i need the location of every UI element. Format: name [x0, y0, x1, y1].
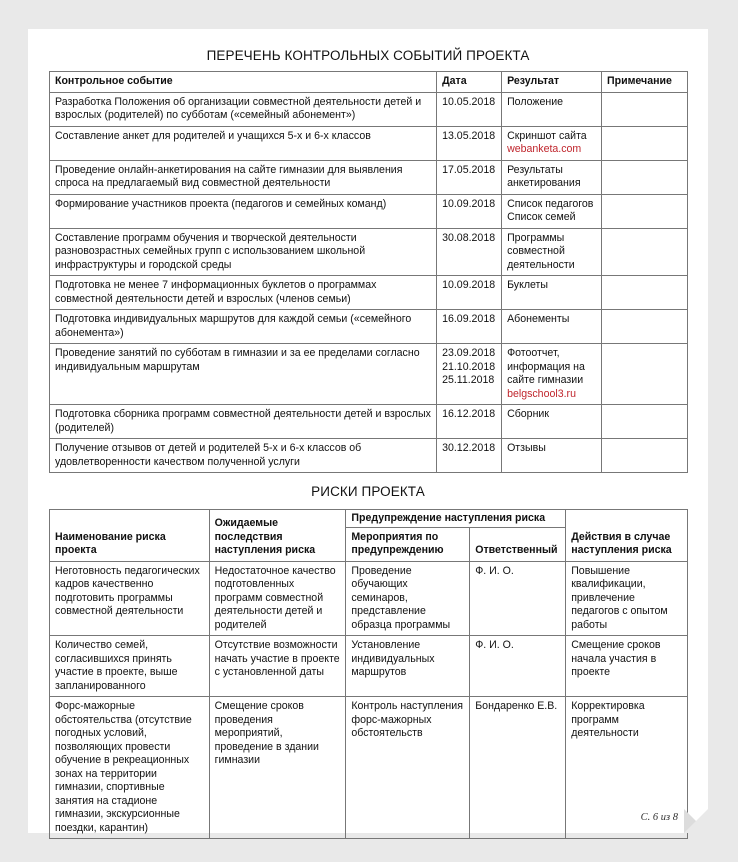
- event-cell: Подготовка индивидуальных маршрутов для каждой семьи («семейного абонемента»): [50, 310, 437, 344]
- date-cell: [437, 344, 502, 405]
- result-value: Программы совместной деятельности: [507, 231, 575, 271]
- event-cell: Формирование участников проекта (педагогов и семейных команд): [50, 194, 437, 228]
- date-cell: [437, 160, 502, 194]
- col-measures: Мероприятия по предупреждению: [346, 527, 470, 561]
- result-cell: [502, 194, 602, 228]
- table-row: [50, 194, 688, 228]
- risk-actions-cell: Смещение сроков начала участия в проекте: [566, 636, 688, 697]
- date-value: 13.05.2018: [442, 129, 496, 142]
- result-value: Отзывы: [507, 442, 546, 454]
- result-cell: [502, 310, 602, 344]
- date-cell: [437, 310, 502, 344]
- event-cell: Подготовка сборника программ совместной деятельности детей и взрослых (родителей): [50, 405, 437, 439]
- risk-actions-cell: Корректировка программ деятельности: [566, 697, 688, 839]
- date-value: 10.05.2018: [442, 95, 496, 108]
- col-event: Контрольное событие: [50, 72, 437, 93]
- risk-consequences-cell: Отсутствие возможности начать участие в проекте с установленной даты: [209, 636, 346, 697]
- page-number: С. 6 из 8: [640, 812, 678, 823]
- event-cell: Разработка Положения об организации совместной деятельности детей и взрослых (родителей) по субботам («семейный абонемент»): [50, 92, 437, 126]
- event-cell: Проведение занятий по субботам в гимназии и за ее пределами согласно индивидуальным маршрутам: [50, 344, 437, 405]
- result-value: Список педагогов: [507, 197, 594, 210]
- result-cell: [502, 160, 602, 194]
- risk-name-cell: Неготовность педагогических кадров качественно подготовить программы совместной деятельности: [50, 561, 210, 636]
- col-result: Результат: [502, 72, 602, 93]
- event-cell: Проведение онлайн-анкетирования на сайте гимназии для выявления спроса на предлагаемый вид совместной деятельности: [50, 160, 437, 194]
- result-value: Скриншот сайта: [507, 129, 587, 142]
- note-cell: [602, 126, 688, 160]
- risk-actions-cell: Повышение квалификации, привлечение педагогов с опытом работы: [566, 561, 688, 636]
- risk-name-cell: Форс-мажорные обстоятельства (отсутствие погодных условий, позволяющих провести обучение в рекреационных зонах на территории гимназии, спортивные занятия на стадионе гимназии, экскурсионные поездки, карантин): [50, 697, 210, 839]
- date-cell: [437, 228, 502, 276]
- result-value: Буклеты: [507, 279, 549, 291]
- table-row: [50, 310, 688, 344]
- table-row: [50, 344, 688, 405]
- event-cell: Составление программ обучения и творческой деятельности разновозрастных семейных групп с использованием школьной инфраструктуры и городской среды: [50, 228, 437, 276]
- note-cell: [602, 344, 688, 405]
- date-cell: [437, 405, 502, 439]
- events-title: ПЕРЕЧЕНЬ КОНТРОЛЬНЫХ СОБЫТИЙ ПРОЕКТА: [206, 48, 530, 63]
- result-link[interactable]: webanketa.com: [507, 143, 582, 155]
- date-value: 17.05.2018: [442, 163, 496, 176]
- result-cell: [502, 92, 602, 126]
- result-cell: [502, 276, 602, 310]
- date-value: 25.11.2018: [442, 374, 495, 386]
- event-cell: Получение отзывов от детей и родителей 5-х и 6-х классов об удовлетворенности качеством полученной услуги: [50, 439, 437, 473]
- risk-measures-cell: Проведение обучающих семинаров, представление образца программы: [346, 561, 470, 636]
- table-row: [50, 561, 688, 636]
- table-row: [50, 276, 688, 310]
- col-note: Примечание: [602, 72, 688, 93]
- date-value: 30.12.2018: [442, 442, 496, 454]
- col-risk-name: Наименование риска проекта: [50, 510, 210, 562]
- result-value: Список семей: [507, 211, 576, 223]
- risks-title: РИСКИ ПРОЕКТА: [311, 484, 425, 499]
- col-prevention: Предупреждение наступления риска: [346, 510, 566, 528]
- table-row: [50, 228, 688, 276]
- result-cell: [502, 405, 602, 439]
- page-fold-cut: [684, 809, 708, 833]
- note-cell: [602, 92, 688, 126]
- risk-consequences-cell: Недостаточное качество подготовленных программ совместной деятельности детей и родителей: [209, 561, 346, 636]
- date-cell: [437, 276, 502, 310]
- risk-consequences-cell: Смещение сроков проведения мероприятий, проведение в здании гимназии: [209, 697, 346, 839]
- event-cell: Подготовка не менее 7 информационных буклетов о программах совместной деятельности детей и взрослых (членов семьи): [50, 276, 437, 310]
- col-responsible: Ответственный: [470, 527, 566, 561]
- date-cell: [437, 439, 502, 473]
- result-value: Фотоотчет, информация на сайте гимназии: [507, 347, 585, 386]
- col-actions: Действия в случае наступления риска: [566, 510, 688, 562]
- table-row: [50, 697, 688, 839]
- date-value: 30.08.2018: [442, 231, 496, 244]
- note-cell: [602, 276, 688, 310]
- risk-responsible-cell: Ф. И. О.: [470, 636, 566, 697]
- risk-measures-cell: Установление индивидуальных маршрутов: [346, 636, 470, 697]
- date-cell: [437, 92, 502, 126]
- date-value: 23.09.2018: [442, 347, 496, 359]
- col-date: Дата: [437, 72, 502, 93]
- date-cell: [437, 126, 502, 160]
- table-row: [50, 160, 688, 194]
- date-cell: [437, 194, 502, 228]
- date-value: 16.12.2018: [442, 408, 496, 420]
- date-value: 21.10.2018: [442, 360, 496, 373]
- note-cell: [602, 194, 688, 228]
- note-cell: [602, 228, 688, 276]
- risks-table: [49, 509, 688, 839]
- result-value: Положение: [507, 95, 564, 108]
- note-cell: [602, 160, 688, 194]
- risk-measures-cell: Контроль наступления форс-мажорных обстоятельств: [346, 697, 470, 839]
- result-cell: [502, 439, 602, 473]
- table-row: [50, 92, 688, 126]
- risk-responsible-cell: Ф. И. О.: [470, 561, 566, 636]
- date-value: 10.09.2018: [442, 197, 496, 210]
- events-header-row: [50, 72, 688, 93]
- result-value: Сборник: [507, 408, 549, 420]
- result-cell: [502, 228, 602, 276]
- table-row: [50, 126, 688, 160]
- result-cell: [502, 126, 602, 160]
- note-cell: [602, 439, 688, 473]
- result-cell: [502, 344, 602, 405]
- event-cell: Составление анкет для родителей и учащихся 5-х и 6-х классов: [50, 126, 437, 160]
- result-value: Абонементы: [507, 313, 570, 325]
- col-consequences: Ожидаемые последствия наступления риска: [209, 510, 346, 562]
- date-value: 16.09.2018: [442, 313, 496, 325]
- events-table: [49, 71, 688, 473]
- risk-responsible-cell: Бондаренко Е.В.: [470, 697, 566, 839]
- note-cell: [602, 310, 688, 344]
- table-row: [50, 636, 688, 697]
- risks-header-row: [50, 510, 688, 528]
- note-cell: [602, 405, 688, 439]
- table-row: [50, 405, 688, 439]
- risk-name-cell: Количество семей, согласившихся принять участие в проекте, выше запланированного: [50, 636, 210, 697]
- table-row: [50, 439, 688, 473]
- document-page: [28, 29, 708, 833]
- date-value: 10.09.2018: [442, 279, 496, 291]
- result-link[interactable]: belgschool3.ru: [507, 387, 576, 400]
- result-value: Результаты анкетирования: [507, 163, 581, 189]
